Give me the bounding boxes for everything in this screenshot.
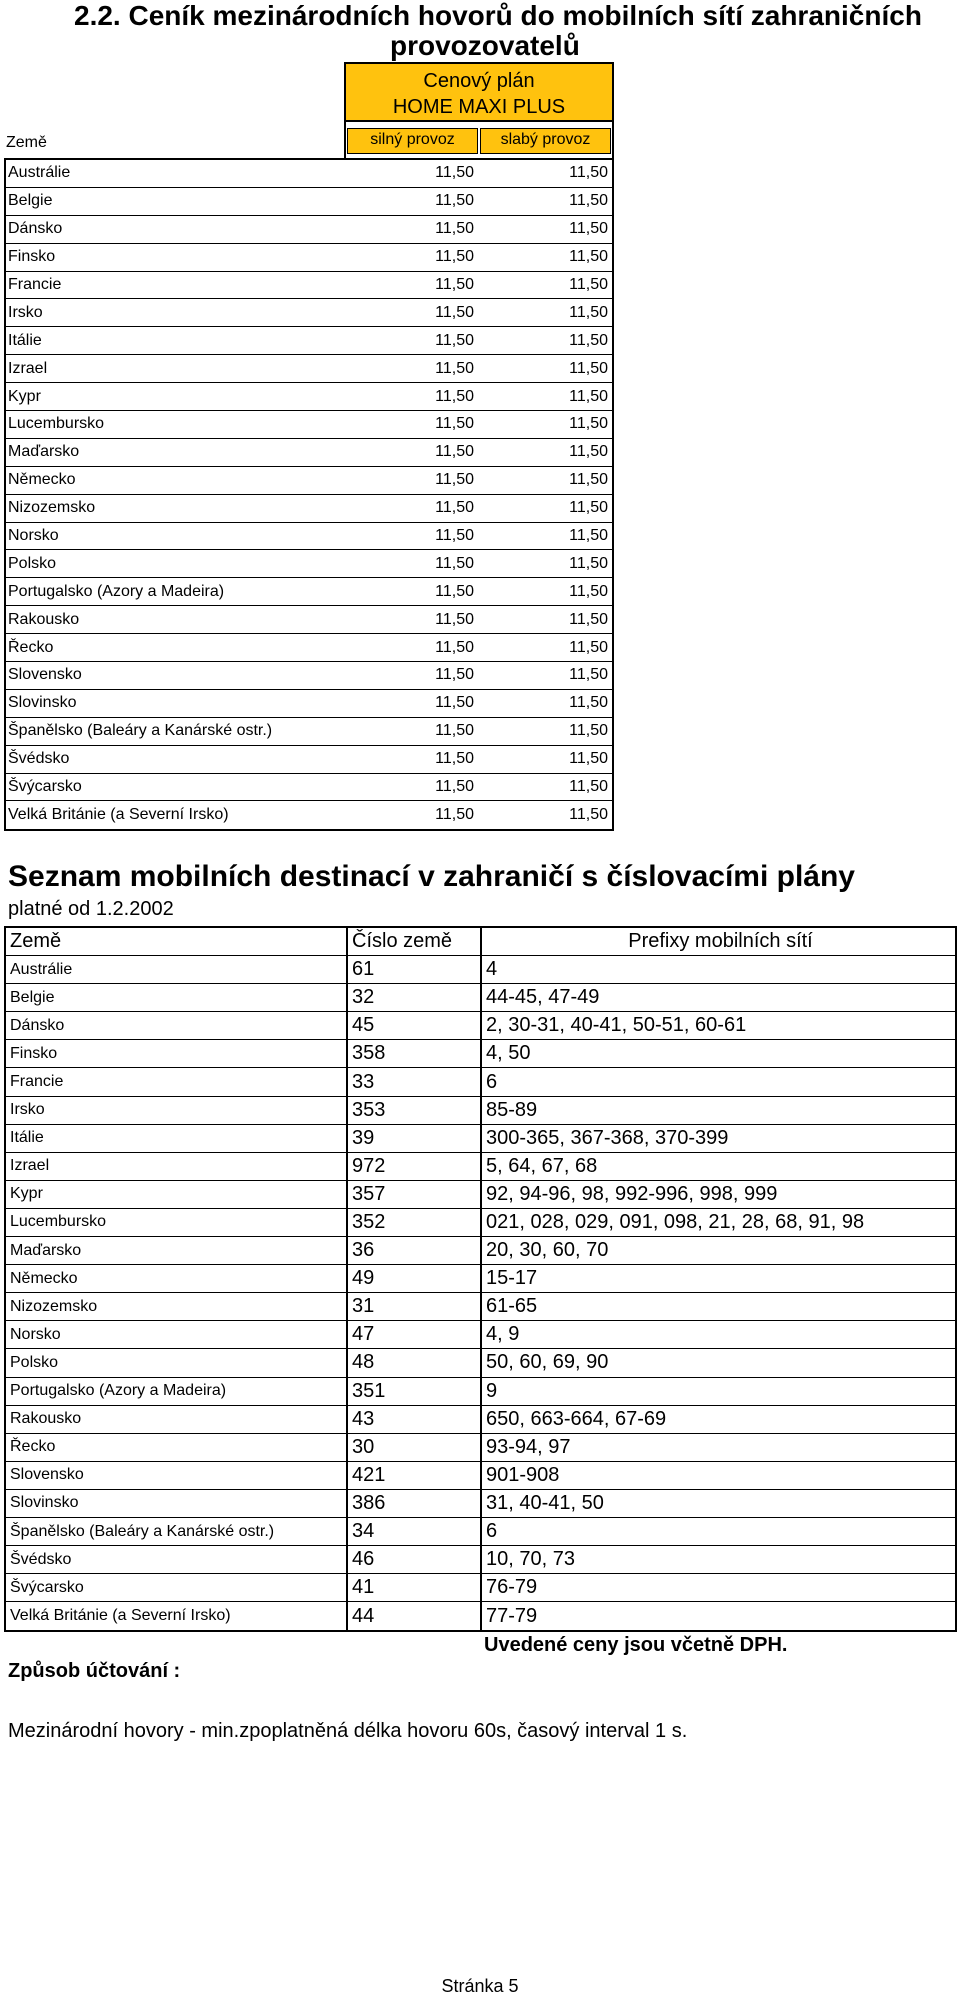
strong-price-cell: 11,50: [435, 638, 474, 656]
table-row: [6, 1434, 955, 1462]
country-code-cell: 30: [346, 1434, 480, 1461]
strong-price-cell: 11,50: [435, 415, 474, 433]
country-cell: Slovensko: [10, 1466, 84, 1484]
country-cell: Irsko: [8, 303, 43, 321]
prefix-cell: 6: [480, 1068, 955, 1095]
weak-price-cell: 11,50: [569, 220, 608, 238]
page-number-text: Stránka 5: [441, 1976, 519, 1996]
country-cell: Belgie: [10, 988, 55, 1006]
strong-price-cell: 11,50: [435, 192, 474, 210]
strong-price-cell: 11,50: [435, 694, 474, 712]
country-cell: Španělsko (Baleáry a Kanárské ostr.): [8, 722, 273, 740]
tariff-subheaders: [344, 122, 614, 158]
country-code-cell: 357: [346, 1181, 480, 1208]
weak-price-cell: 11,50: [569, 276, 608, 293]
country-code-cell: 386: [346, 1490, 480, 1517]
table-row: [6, 272, 612, 300]
country-column-header: Země: [6, 134, 47, 151]
table-row: [6, 606, 612, 634]
table-row: [6, 1012, 955, 1040]
country-cell: Polsko: [10, 1353, 59, 1371]
prefix-cell: 300-365, 367-368, 370-399: [480, 1125, 955, 1152]
prefix-cell: 61-65: [480, 1293, 955, 1320]
country-cell: Itálie: [10, 1129, 44, 1147]
weak-price-cell: 11,50: [569, 806, 608, 824]
prefix-cell: 92, 94-96, 98, 992-996, 998, 999: [480, 1181, 955, 1208]
country-code-cell: 358: [346, 1040, 480, 1067]
table-row: [6, 1378, 955, 1406]
weak-price-cell: 11,50: [569, 694, 608, 712]
code-column-header: Číslo země: [346, 928, 480, 955]
weak-price-cell: 11,50: [569, 471, 608, 489]
strong-price-cell: 11,50: [435, 778, 474, 796]
country-cell: Švédsko: [10, 1550, 72, 1568]
price-table: [4, 62, 614, 831]
country-cell: Kypr: [8, 387, 41, 405]
strong-price-cell: 11,50: [435, 443, 474, 461]
table-row: [6, 1349, 955, 1377]
table-row: [6, 1097, 955, 1125]
country-cell: Švýcarsko: [10, 1578, 84, 1596]
weak-price-cell: 11,50: [569, 666, 608, 684]
country-code-cell: 351: [346, 1378, 480, 1405]
country-cell: Dánsko: [8, 220, 63, 238]
table-row: [6, 1406, 955, 1434]
country-cell: Lucembursko: [8, 415, 105, 433]
country-cell: Velká Británie (a Severní Irsko): [8, 806, 229, 824]
table-row: [6, 1546, 955, 1574]
country-code-cell: 31: [346, 1293, 480, 1320]
weak-price-cell: 11,50: [569, 192, 608, 210]
strong-price-cell: 11,50: [435, 610, 474, 628]
country-cell: Itálie: [8, 331, 42, 349]
table-row: [6, 383, 612, 411]
plan-name: HOME MAXI PLUS: [392, 96, 566, 118]
country-code-cell: 41: [346, 1574, 480, 1601]
page-title-line2: provozovatelů: [390, 30, 580, 61]
country-cell: Dánsko: [10, 1016, 65, 1034]
country-code-cell: 33: [346, 1068, 480, 1095]
prefix-cell: 021, 028, 029, 091, 098, 21, 28, 68, 91, 98: [480, 1209, 955, 1236]
weak-price-cell: 11,50: [569, 248, 608, 266]
country-cell: Řecko: [8, 638, 54, 656]
country-code-cell: 44: [346, 1602, 480, 1630]
table-row: [6, 467, 612, 495]
prefix-cell: 77-79: [480, 1602, 955, 1630]
prefix-cell: 85-89: [480, 1097, 955, 1124]
prefix-cell: 4, 50: [480, 1040, 955, 1067]
strong-price-cell: 11,50: [435, 303, 474, 321]
billing-text: Mezinárodní hovory - min.zpoplatněná délka hovoru 60s, časový interval 1 s.: [8, 1720, 688, 1742]
weak-traffic-header: slabý provoz: [480, 128, 611, 154]
country-cell: Portugalsko (Azory a Madeira): [8, 582, 225, 600]
table-row: [6, 578, 612, 606]
table-row: [6, 662, 612, 690]
strong-price-cell: 11,50: [435, 331, 474, 349]
country-cell: Nizozemsko: [8, 499, 96, 517]
prefix-cell: 50, 60, 69, 90: [480, 1349, 955, 1376]
table-row: [6, 160, 612, 188]
country-cell: Slovensko: [8, 666, 82, 684]
strong-price-cell: 11,50: [435, 582, 474, 600]
country-code-cell: 45: [346, 1012, 480, 1039]
table-row: [6, 984, 955, 1012]
country-cell: Norsko: [10, 1325, 61, 1343]
table-row: [6, 774, 612, 802]
country-cell: Francie: [10, 1073, 64, 1091]
strong-price-cell: 11,50: [435, 276, 474, 293]
country-code-cell: 34: [346, 1518, 480, 1545]
country-code-cell: 49: [346, 1265, 480, 1292]
weak-price-cell: 11,50: [569, 387, 608, 405]
country-cell: Austrálie: [10, 960, 73, 978]
table-row: [6, 718, 612, 746]
prefix-cell: 4, 9: [480, 1321, 955, 1348]
country-cell: Rakousko: [8, 610, 80, 628]
country-cell: Belgie: [8, 192, 53, 210]
strong-price-cell: 11,50: [435, 722, 474, 740]
table-row: [6, 216, 612, 244]
country-code-cell: 353: [346, 1097, 480, 1124]
country-cell: Španělsko (Baleáry a Kanárské ostr.): [10, 1522, 275, 1540]
country-cell: Austrálie: [8, 164, 71, 182]
strong-price-cell: 11,50: [435, 471, 474, 489]
prefix-cell: 44-45, 47-49: [480, 984, 955, 1011]
weak-price-cell: 11,50: [569, 722, 608, 740]
country-cell: Rakousko: [10, 1410, 82, 1428]
table-row: [6, 299, 612, 327]
table-row: [6, 1602, 955, 1630]
strong-price-cell: 11,50: [435, 359, 474, 377]
page-title-line1: 2.2. Ceník mezinárodních hovorů do mobilních sítí zahraničních: [74, 0, 922, 31]
strong-price-cell: 11,50: [435, 499, 474, 517]
weak-price-cell: 11,50: [569, 303, 608, 321]
table-row: [6, 1068, 955, 1096]
table-row: [6, 1209, 955, 1237]
country-cell: Německo: [10, 1269, 78, 1287]
weak-price-cell: 11,50: [569, 554, 608, 572]
section-title: Seznam mobilních destinací v zahraničí s číslovacími plány: [8, 860, 855, 893]
country-cell: Švýcarsko: [8, 778, 82, 796]
table-row: [6, 956, 955, 984]
table-row: [6, 188, 612, 216]
table-row: [6, 1293, 955, 1321]
strong-price-cell: 11,50: [435, 164, 474, 182]
country-cell: Velká Británie (a Severní Irsko): [10, 1607, 231, 1625]
country-cell: Kypr: [10, 1185, 43, 1203]
billing-heading: Způsob účtování :: [8, 1660, 181, 1682]
country-code-cell: 46: [346, 1546, 480, 1573]
country-code-cell: 972: [346, 1153, 480, 1180]
country-cell: Finsko: [8, 248, 56, 266]
prefix-cell: 10, 70, 73: [480, 1546, 955, 1573]
country-cell: Irsko: [10, 1101, 45, 1119]
strong-price-cell: 11,50: [435, 750, 474, 768]
table-row: [6, 411, 612, 439]
country-code-cell: 39: [346, 1125, 480, 1152]
prefix-cell: 901-908: [480, 1462, 955, 1489]
table-row: [6, 1040, 955, 1068]
country-cell: Švédsko: [8, 750, 70, 768]
prefix-cell: 31, 40-41, 50: [480, 1490, 955, 1517]
table-row: [6, 523, 612, 551]
price-table-body: [4, 158, 614, 831]
weak-price-cell: 11,50: [569, 527, 608, 545]
country-code-cell: 61: [346, 956, 480, 983]
weak-price-cell: 11,50: [569, 582, 608, 600]
country-code-cell: 32: [346, 984, 480, 1011]
weak-price-cell: 11,50: [569, 499, 608, 517]
weak-price-cell: 11,50: [569, 750, 608, 768]
country-code-cell: 36: [346, 1237, 480, 1264]
table-row: [6, 1237, 955, 1265]
table-row: [6, 495, 612, 523]
table-row: [6, 1518, 955, 1546]
table-row: [6, 690, 612, 718]
weak-price-cell: 11,50: [569, 359, 608, 377]
weak-price-cell: 11,50: [569, 638, 608, 656]
country-cell: Německo: [8, 471, 76, 489]
weak-price-cell: 11,50: [569, 164, 608, 182]
weak-price-cell: 11,50: [569, 415, 608, 433]
country-cell: Maďarsko: [10, 1241, 82, 1259]
country-cell: Izrael: [8, 359, 48, 377]
strong-price-cell: 11,50: [435, 666, 474, 684]
strong-price-cell: 11,50: [435, 220, 474, 238]
country-cell: Řecko: [10, 1438, 56, 1456]
strong-price-cell: 11,50: [435, 387, 474, 405]
table-row: [6, 327, 612, 355]
country-code-cell: 352: [346, 1209, 480, 1236]
plan-header: [344, 62, 614, 122]
country-cell: Portugalsko (Azory a Madeira): [10, 1382, 227, 1400]
prefix-cell: 15-17: [480, 1265, 955, 1292]
table-row: [6, 439, 612, 467]
strong-price-cell: 11,50: [435, 806, 474, 824]
vat-note: Uvedené ceny jsou včetně DPH.: [484, 1634, 788, 1656]
country-cell: Nizozemsko: [10, 1297, 98, 1315]
section-subtitle: platné od 1.2.2002: [8, 898, 174, 920]
prefix-cell: 5, 64, 67, 68: [480, 1153, 955, 1180]
prefix-cell: 650, 663-664, 67-69: [480, 1406, 955, 1433]
country-cell: Francie: [8, 276, 62, 293]
prefix-cell: 9: [480, 1378, 955, 1405]
weak-price-cell: 11,50: [569, 610, 608, 628]
table-row: [6, 244, 612, 272]
country-code-cell: 48: [346, 1349, 480, 1376]
prefix-table: [4, 926, 957, 1632]
strong-price-cell: 11,50: [435, 248, 474, 266]
country-cell: Slovinsko: [8, 694, 77, 712]
country-column-header: Země: [10, 930, 62, 953]
country-cell: Izrael: [10, 1157, 50, 1175]
strong-price-cell: 11,50: [435, 527, 474, 545]
page-number: [0, 1976, 960, 1997]
prefix-cell: 76-79: [480, 1574, 955, 1601]
weak-price-cell: 11,50: [569, 331, 608, 349]
table-row: [6, 355, 612, 383]
table-row: [6, 634, 612, 662]
prefix-cell: 6: [480, 1518, 955, 1545]
plan-label: Cenový plán: [423, 70, 535, 92]
weak-price-cell: 11,50: [569, 443, 608, 461]
country-code-cell: 47: [346, 1321, 480, 1348]
table-row: [6, 550, 612, 578]
country-cell: Slovinsko: [10, 1494, 79, 1512]
table-row: [6, 1490, 955, 1518]
prefix-cell: 93-94, 97: [480, 1434, 955, 1461]
price-table-header: [4, 62, 614, 158]
country-cell: Polsko: [8, 554, 57, 572]
country-cell: Lucembursko: [10, 1213, 107, 1231]
table-row: [6, 1153, 955, 1181]
strong-price-cell: 11,50: [435, 554, 474, 572]
prefix-column-header: Prefixy mobilních sítí: [480, 928, 955, 955]
country-cell: Finsko: [10, 1044, 58, 1062]
table-row: [6, 1574, 955, 1602]
prefix-cell: 4: [480, 956, 955, 983]
table-row: [6, 1125, 955, 1153]
table-row: [6, 801, 612, 829]
table-row: [6, 1462, 955, 1490]
table-row: [6, 1265, 955, 1293]
table-row: [6, 746, 612, 774]
prefix-cell: 20, 30, 60, 70: [480, 1237, 955, 1264]
prefix-table-header: [6, 928, 955, 956]
country-cell: Norsko: [8, 527, 59, 545]
country-cell: Maďarsko: [8, 443, 80, 461]
prefix-cell: 2, 30-31, 40-41, 50-51, 60-61: [480, 1012, 955, 1039]
country-code-cell: 43: [346, 1406, 480, 1433]
strong-traffic-header: silný provoz: [347, 128, 478, 154]
country-code-cell: 421: [346, 1462, 480, 1489]
table-row: [6, 1321, 955, 1349]
weak-price-cell: 11,50: [569, 778, 608, 796]
table-row: [6, 1181, 955, 1209]
